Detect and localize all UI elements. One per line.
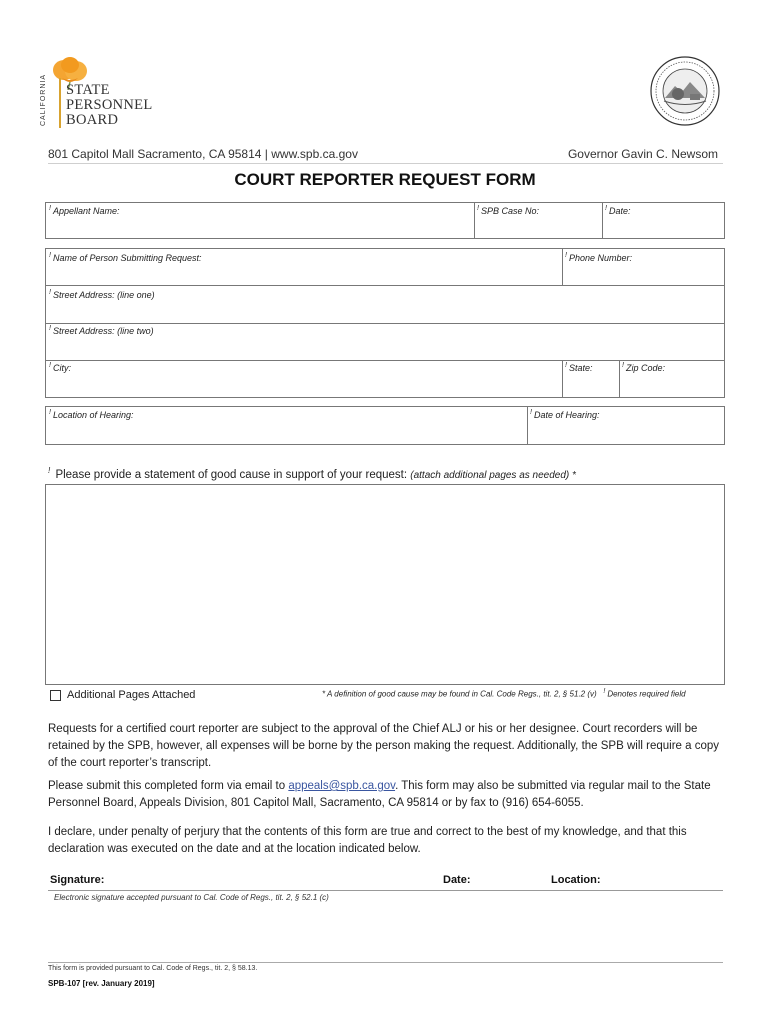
additional-pages-checkbox[interactable] [50,690,61,701]
approval-paragraph: Requests for a certified court reporter are subject to the approval of the Chief ALJ or his or her designee. Court recorders will be retained by the SPB, however, all expenses will be borne by the person making the request. Additionally, the SPB will require a copy of the court reporter’s transcript. [48,723,720,769]
street-line-one-field[interactable]: ! Street Address: (line one) [49,289,155,300]
esignature-note: Electronic signature accepted pursuant to Cal. Code of Regs., tit. 2, § 52.1 (c) [54,893,329,902]
signature-location-field[interactable] [605,872,723,888]
row-hearing [45,406,725,445]
row-submitter [45,248,725,286]
row-street1 [45,286,725,324]
row-city [45,361,725,398]
footer-divider [48,962,723,963]
appellant-name-field[interactable]: ! Appellant Name: [49,205,120,216]
state-field[interactable]: ! State: [565,362,593,373]
row-street2 [45,324,725,361]
spb-case-no-field[interactable]: ! SPB Case No: [477,205,539,216]
good-cause-prompt: ! Please provide a statement of good cause in support of your request: (attach additional pages as needed) * [48,466,576,481]
signature-line [48,890,723,891]
provided-pursuant-note: This form is provided pursuant to Cal. Code of Regs., tit. 2, § 58.13. [48,965,258,972]
phone-number-field[interactable]: ! Phone Number: [565,252,632,263]
signature-label: Signature: [50,874,105,886]
zip-code-field[interactable]: ! Zip Code: [622,362,665,373]
city-field[interactable]: ! City: [49,362,71,373]
hearing-date-field[interactable]: ! Date of Hearing: [530,409,600,420]
signature-date-field[interactable] [480,872,545,888]
logo-accent-bar [59,78,61,128]
declaration-paragraph: I declare, under penalty of perjury that the contents of this form are true and correct to the best of my knowledge, and that this declaration was executed on the date and at the location indicated below. [48,826,687,855]
signature-field[interactable] [110,872,430,888]
agency-address: 801 Capitol Mall Sacramento, CA 95814 | www.spb.ca.gov [48,147,358,161]
submitter-name-field[interactable]: ! Name of Person Submitting Request: [49,252,202,263]
date-field[interactable]: ! Date: [605,205,631,216]
signature-date-label: Date: [443,874,471,886]
agency-logo-text: STATE PERSONNEL BOARD [66,82,153,128]
header-divider [48,163,723,164]
email-link[interactable]: appeals@spb.ca.gov [288,780,396,792]
hearing-location-field[interactable]: ! Location of Hearing: [49,409,134,420]
good-cause-footnote: * A definition of good cause may be found in Cal. Code Regs., tit. 2, § 51.2 (v) ! Denotes required field [322,688,686,699]
form-title: COURT REPORTER REQUEST FORM [234,170,536,189]
signature-location-label: Location: [551,874,601,886]
governor-name: Governor Gavin C. Newsom [567,147,718,161]
form-number: SPB-107 [rev. January 2019] [48,979,155,988]
additional-pages-label: Additional Pages Attached [67,689,196,701]
street-line-two-field[interactable]: ! Street Address: (line two) [49,325,154,336]
row-appellant [45,202,725,239]
state-seal-icon [650,56,720,126]
state-label: CALIFORNIA [40,73,47,126]
good-cause-textarea[interactable] [45,484,725,685]
submission-paragraph: Please submit this completed form via email to appeals@spb.ca.gov. This form may also be submitted via regular mail to the State Personnel Board, Appeals Division, 801 Capitol Mall, Sacramento, CA 95814 or by fax to (916) 654-6055. [48,780,711,809]
